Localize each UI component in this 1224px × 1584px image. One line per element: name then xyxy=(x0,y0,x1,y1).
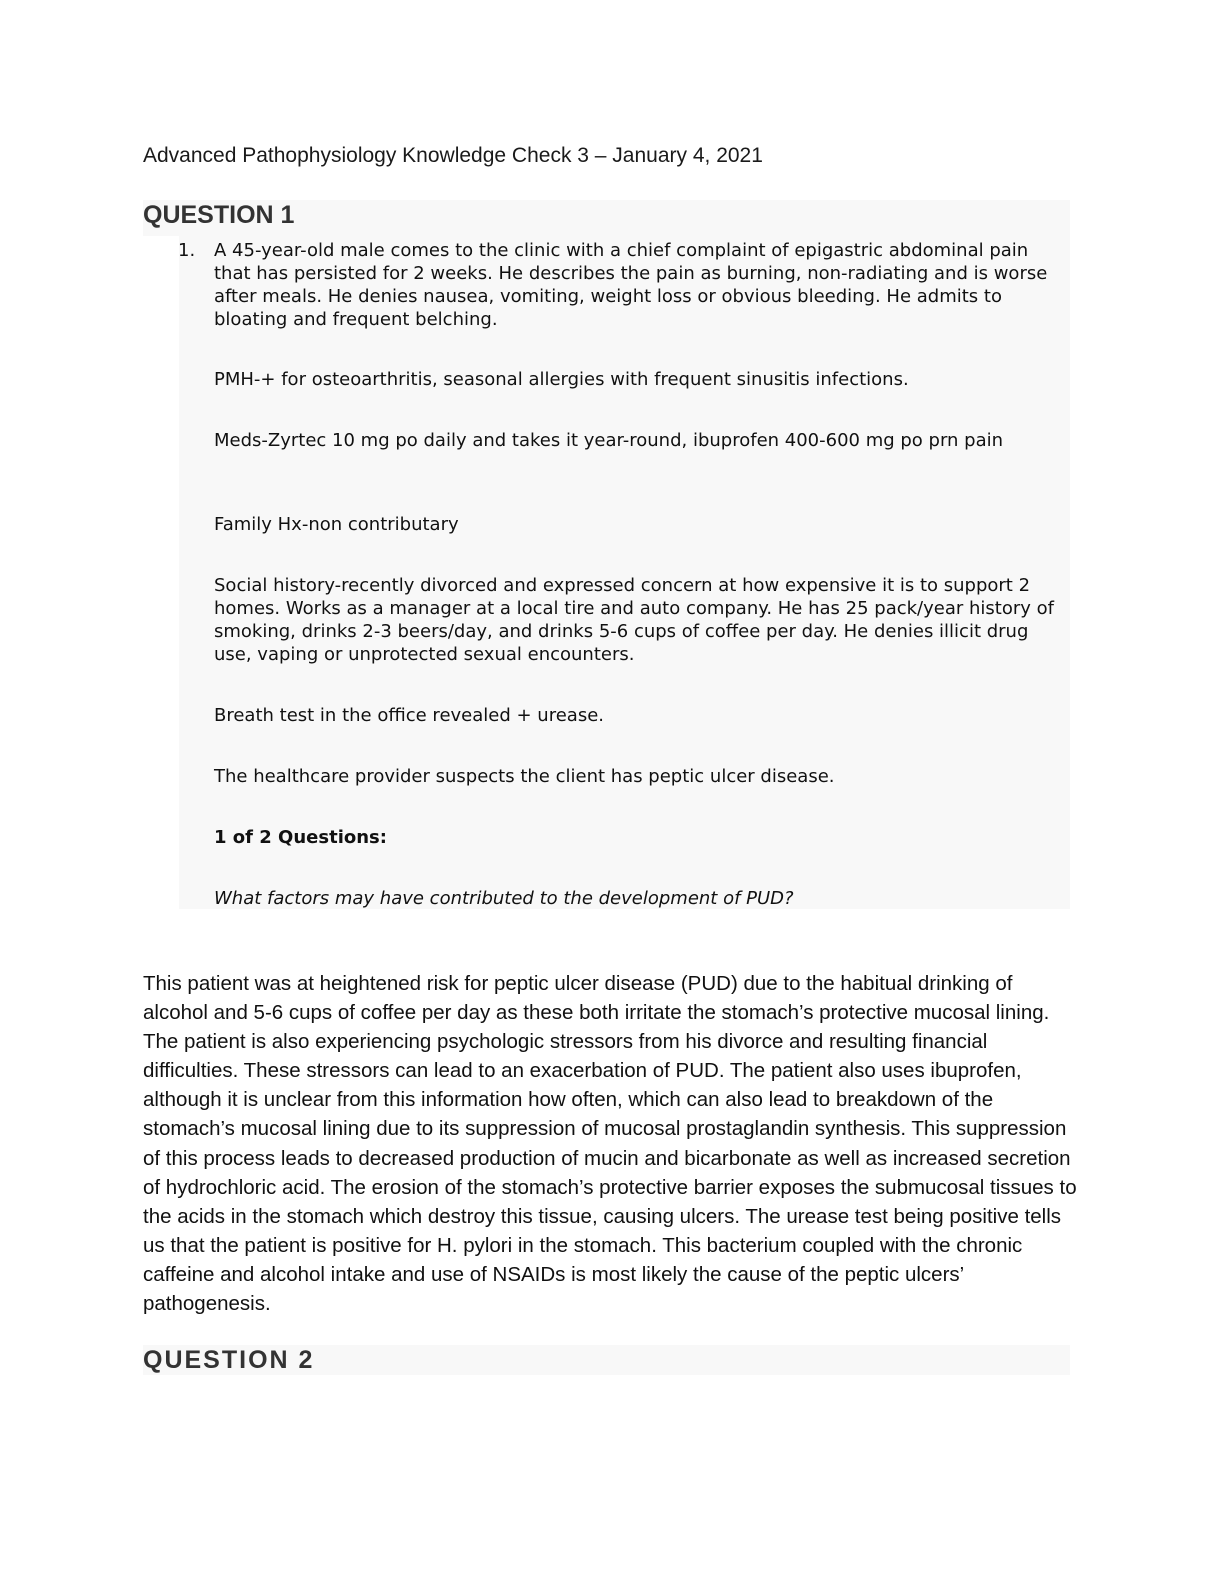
breath-test-result: Breath test in the office revealed + urease. xyxy=(214,705,604,726)
case-description: A 45-year-old male comes to the clinic with a chief complaint of epigastric abdominal pain that has persisted for 2 weeks. He describes the pain as burning, non-radiating and is worse after meals. He denies nausea, vomiting, weight loss or obvious bleeding. He admits to bloating and frequent belching. xyxy=(214,240,1048,330)
answer-paragraph: This patient was at heightened risk for peptic ulcer disease (PUD) due to the habitual drinking of alcohol and 5-6 cups of coffee per day as these both irritate the stomach’s protective mucosal lining. The patient is also experiencing psychologic stressors from his divorce and resulting financial difficulties. These stressors can lead to an exacerbation of PUD. The patient also uses ibuprofen, although it is unclear from this information how often, which can also lead to breakdown of the stomach’s mucosal lining due to its suppression of mucosal prostaglandin synthesis. This suppression of this process leads to decreased production of mucin and bicarbonate as well as increased secretion of hydrochloric acid. The erosion of the stomach’s protective barrier exposes the submucosal tissues to the acids in the stomach which destroy this tissue, causing ulcers. The urease test being positive tells us that the patient is positive for H. pylori in the stomach. This bacterium coupled with the chronic caffeine and alcohol intake and use of NSAIDs is most likely the cause of the peptic ulcers’ pathogenesis. xyxy=(143,972,1077,1316)
question-2-heading: QUESTION 2 xyxy=(143,1346,315,1374)
question-1-heading: QUESTION 1 xyxy=(143,201,295,229)
question-1-item-background xyxy=(179,236,1070,909)
social-history: Social history-recently divorced and expressed concern at how expensive it is to support 2 homes. Works as a manager at a local tire and auto company. He has 25 pack/year history of smoking, drinks 2-3 beers/day, and drinks 5-6 cups of coffee per day. He denies illicit drug use, vaping or unprotected sexual encounters. xyxy=(214,575,1054,665)
medications: Meds-Zyrtec 10 mg po daily and takes it year-round, ibuprofen 400-600 mg po prn pain xyxy=(214,430,1004,451)
subquestion-label: 1 of 2 Questions: xyxy=(214,827,387,848)
past-medical-history: PMH-+ for osteoarthritis, seasonal allergies with frequent sinusitis infections. xyxy=(214,369,909,390)
subquestion-text: What factors may have contributed to the development of PUD? xyxy=(214,888,794,909)
list-number: 1. xyxy=(178,240,196,261)
family-history: Family Hx-non contributary xyxy=(214,514,459,535)
document-title: Advanced Pathophysiology Knowledge Check 3 – January 4, 2021 xyxy=(143,144,763,167)
provider-suspicion: The healthcare provider suspects the client has peptic ulcer disease. xyxy=(214,766,835,787)
question-1-section xyxy=(143,200,1070,909)
question-2-section xyxy=(143,1345,1070,1375)
